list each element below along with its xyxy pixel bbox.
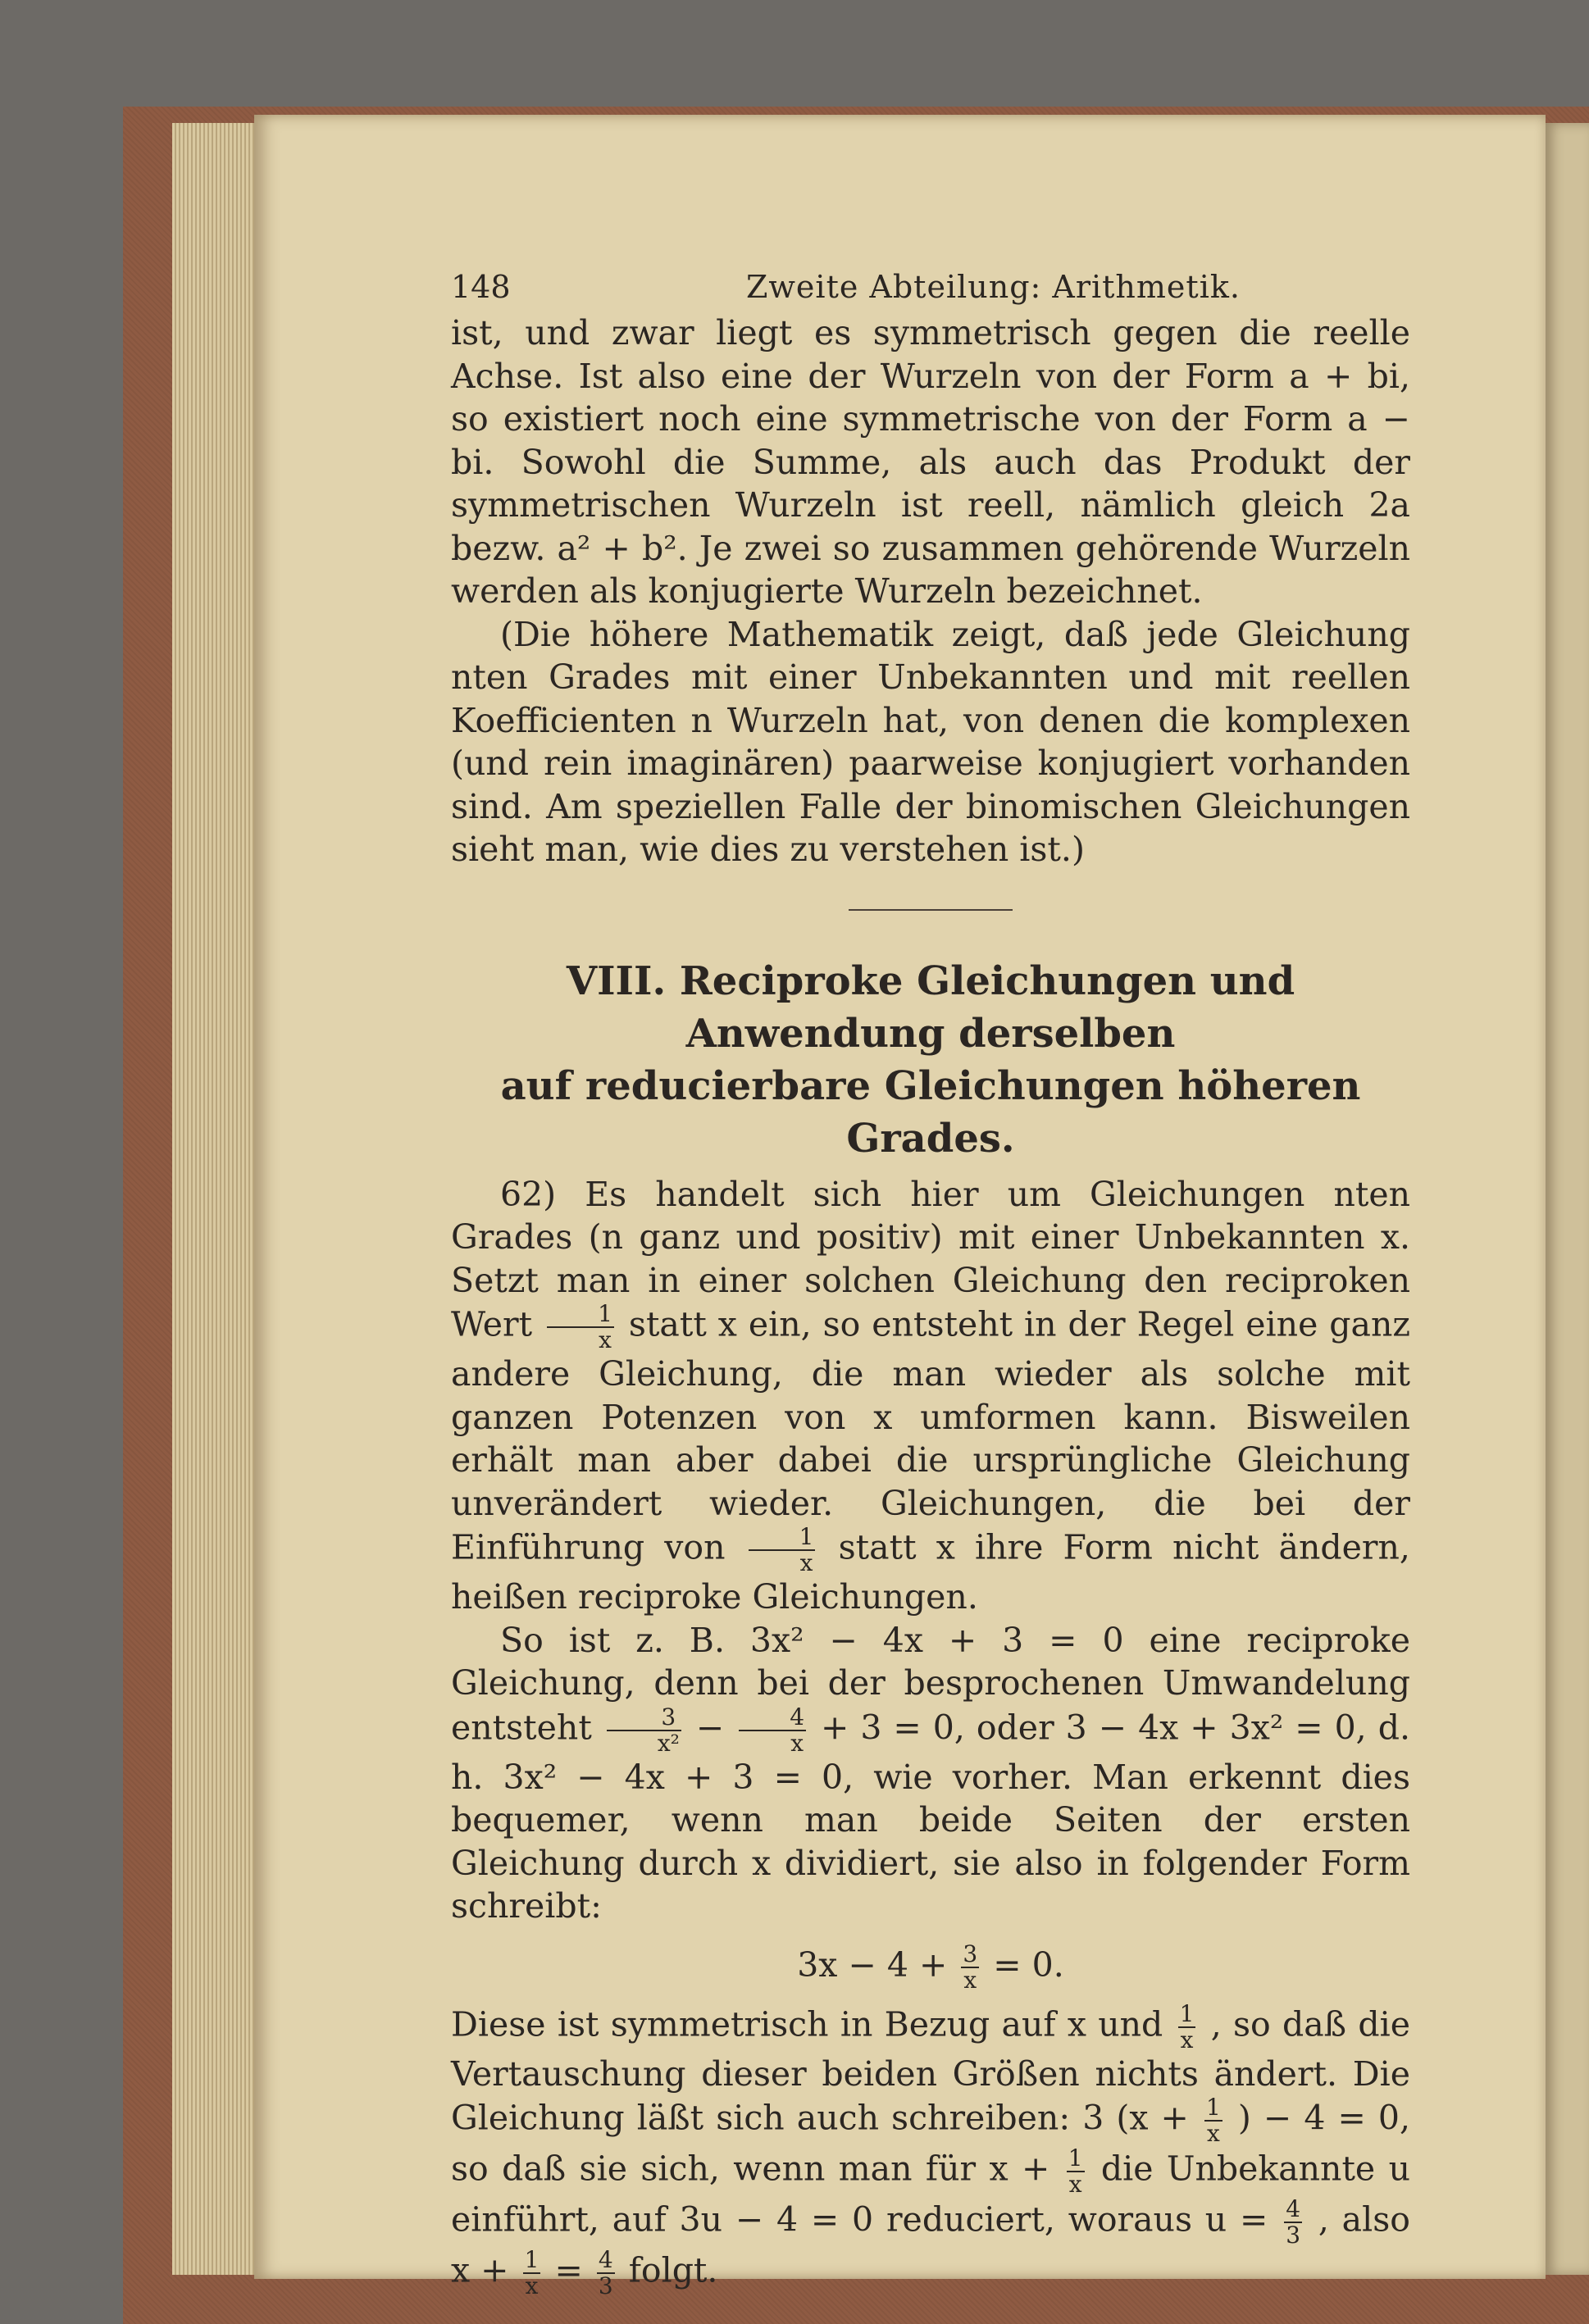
p62-text-b: statt x ein, so entsteht in der Regel eine ganz andere Gleichung, die man wieder als solche mit ganzen Potenzen von x umformen kann. Bisweilen erhält man aber dabei die ursprüngliche Gleichung unverändert wieder. Gleichungen, die bei der Einführung von — [451, 1304, 1410, 1567]
formula-right: = 0. — [993, 1944, 1064, 1985]
fraction-1-over-x: $\frac{1}{x}$ — [547, 1302, 614, 1353]
fraction-1-over-x: $\frac{1}{x}$ — [749, 1525, 816, 1576]
running-header — [451, 262, 1410, 312]
fraction-3-over-x2: $\frac{3}{\text{x²}}$ — [607, 1705, 681, 1756]
example-text-a: So ist z. B. 3x² − 4x + 3 = 0 eine reciproke Gleichung, denn bei der besprochenen Umwandelung entsteht — [451, 1620, 1410, 1747]
paragraph-62 — [451, 1173, 1410, 1619]
fraction-3-over-x: $\frac{3}{x}$ — [963, 1940, 978, 1994]
fraction-1-over-x: $\frac{1}{x}$ — [524, 2246, 540, 2299]
paragraph-conclusion — [451, 1999, 1410, 2299]
paren-open: (x + — [1116, 2098, 1189, 2138]
paragraph-higher-math: (Die höhere Mathematik zeigt, daß jede Gleichung nten Grades mit einer Unbekannten und mit reellen Koefficienten n Wurzeln hat, von denen die komplexen (und rein imaginären) paarweise konjugiert vorhanden sind. Am speziellen Falle der binomischen Gleichungen sieht man, wie dies zu verstehen ist.) — [451, 614, 1410, 869]
conclusion-text-c: − 4 = 0, so daß sie sich, wenn man für x + — [451, 2098, 1410, 2189]
fraction-4-over-3: $\frac{4}{3}$ — [598, 2246, 613, 2299]
fraction-4-over-x: $\frac{4}{x}$ — [739, 1705, 806, 1756]
running-title: Zweite Abteilung: Arithmetik. — [746, 269, 1241, 305]
formula-left: 3x − 4 + — [797, 1944, 948, 1985]
fraction-1-over-x: $\frac{1}{x}$ — [1205, 2094, 1221, 2147]
page-edges — [172, 123, 262, 2275]
p62-text-c: statt x ihre Form nicht ändern, heißen reciproke Gleichungen. — [451, 1527, 1410, 1617]
fraction-1-over-x: $\frac{1}{x}$ — [1179, 1999, 1195, 2053]
example-text-b: + 3 = 0, oder 3 − 4x + 3x² = 0, d. h. 3x² − 4x + 3 = 0, wie vorher. Man erkennt dies bequemer, wenn man beide Seiten der ersten Gleichung durch x dividiert, sie also in folgender Form schreibt: — [451, 1708, 1410, 1926]
conclusion-text-f: = — [554, 2250, 583, 2290]
paragraph-example — [451, 1619, 1410, 1928]
conclusion-text-d: die Unbekannte u einführt, auf 3u − 4 = 0 reduciert, woraus u = — [451, 2149, 1410, 2240]
paragraph-symmetry: ist, und zwar liegt es symmetrisch gegen die reelle Achse. Ist also eine der Wurzeln von der Form a + bi, so existiert noch eine symmetrische von der Form a − bi. Sowohl die Summe, als auch das Produkt der symmetrischen Wurzeln ist reell, nämlich gleich 2a bezw. a² + b². Je zwei so zusammen gehörende Wurzeln werden als konjugierte Wurzeln bezeichnet. — [451, 313, 1410, 611]
section-heading — [451, 955, 1410, 1165]
conclusion-text-b: , so daß die Vertauschung dieser beiden Größen nichts ändert. Die Gleichung läßt sich auch schreiben: 3 — [451, 2004, 1410, 2138]
conclusion-text-g: folgt. — [628, 2250, 718, 2290]
minus-sign: − — [695, 1708, 725, 1747]
section-heading-line2: auf reducierbare Gleichungen höheren Grades. — [500, 1062, 1361, 1162]
section-heading-line1: VIII. Reciproke Gleichungen und Anwendung derselben — [566, 957, 1295, 1057]
page-number: 148 — [451, 269, 511, 305]
fraction-1-over-x: $\frac{1}{x}$ — [1068, 2144, 1083, 2198]
page-text — [451, 262, 1410, 2299]
display-formula — [451, 1936, 1410, 1994]
section-divider — [849, 909, 1013, 911]
fraction-4-over-3: $\frac{4}{3}$ — [1286, 2195, 1301, 2249]
conclusion-text-e: , also x + — [451, 2199, 1410, 2290]
facing-page-edge — [1546, 123, 1589, 2275]
conclusion-text-a: Diese ist symmetrisch in Bezug auf x und — [451, 2004, 1163, 2044]
paren-close: ) — [1237, 2098, 1251, 2138]
p62-text-a: 62) Es handelt sich hier um Gleichungen nten Grades (n ganz und positiv) mit einer Unbekannten x. Setzt man in einer solchen Gleichung den reciproken Wert — [451, 1174, 1410, 1344]
